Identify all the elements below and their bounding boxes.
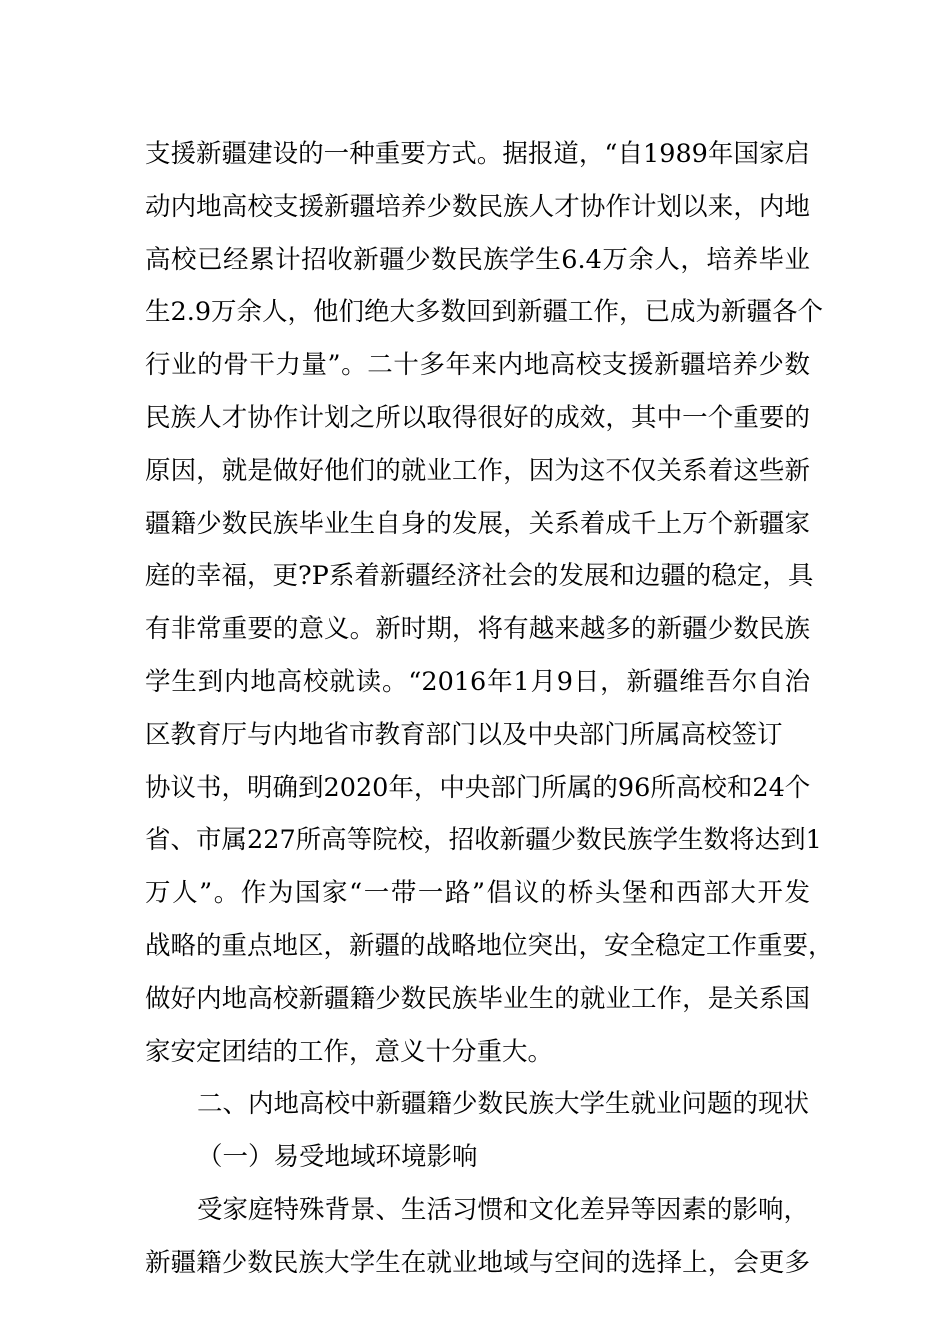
- paragraph-line: 原因，就是做好他们的就业工作，因为这不仅关系着这些新: [145, 455, 810, 486]
- paragraph-line: 家安定团结的工作，意义十分重大。: [145, 1036, 554, 1067]
- paragraph-line: 协议书，明确到2020年，中央部门所属的96所高校和24个: [145, 772, 811, 803]
- paragraph-line: 学生到内地高校就读。“2016年1月9日，新疆维吾尔自治: [145, 666, 810, 697]
- paragraph-line: 动内地高校支援新疆培养少数民族人才协作计划以来，内地: [145, 191, 810, 222]
- paragraph-line: 高校已经累计招收新疆少数民族学生6.4万余人，培养毕业: [145, 244, 810, 275]
- paragraph-line: 受家庭特殊背景、生活习惯和文化差异等因素的影响，: [197, 1194, 810, 1225]
- paragraph-line: 民族人才协作计划之所以取得很好的成效，其中一个重要的: [145, 402, 810, 433]
- paragraph-line: 做好内地高校新疆籍少数民族毕业生的就业工作，是关系国: [145, 983, 810, 1014]
- paragraph-line: 支援新疆建设的一种重要方式。据报道，“自1989年国家启: [145, 139, 810, 169]
- paragraph-line: 新疆籍少数民族大学生在就业地域与空间的选择上，会更多: [145, 1247, 810, 1278]
- paragraph-line: 区教育厅与内地省市教育部门以及中央部门所属高校签订: [145, 719, 783, 750]
- paragraph-line: 行业的骨干力量”。二十多年来内地高校支援新疆培养少数: [145, 350, 810, 381]
- paragraph-line: 生2.9万余人，他们绝大多数回到新疆工作，已成为新疆各个: [145, 297, 824, 328]
- paragraph-line: 庭的幸福，更?P系着新疆经济社会的发展和边疆的稳定，具: [145, 561, 814, 592]
- paragraph-line: 疆籍少数民族毕业生自身的发展，关系着成千上万个新疆家: [145, 508, 810, 539]
- paragraph-line: 万人”。作为国家“一带一路”倡议的桥头堡和西部大开发: [145, 878, 810, 909]
- section-heading: 二、内地高校中新疆籍少数民族大学生就业问题的现状: [197, 1089, 810, 1120]
- body-text: [145, 128, 834, 1290]
- subsection-heading: （一）易受地域环境影响: [197, 1142, 478, 1173]
- paragraph-line: 有非常重要的意义。新时期，将有越来越多的新疆少数民族: [145, 614, 810, 645]
- paragraph-line: 战略的重点地区，新疆的战略地位突出，安全稳定工作重要，: [145, 930, 834, 961]
- paragraph-line: 省、市属227所高等院校，招收新疆少数民族学生数将达到1: [145, 825, 822, 856]
